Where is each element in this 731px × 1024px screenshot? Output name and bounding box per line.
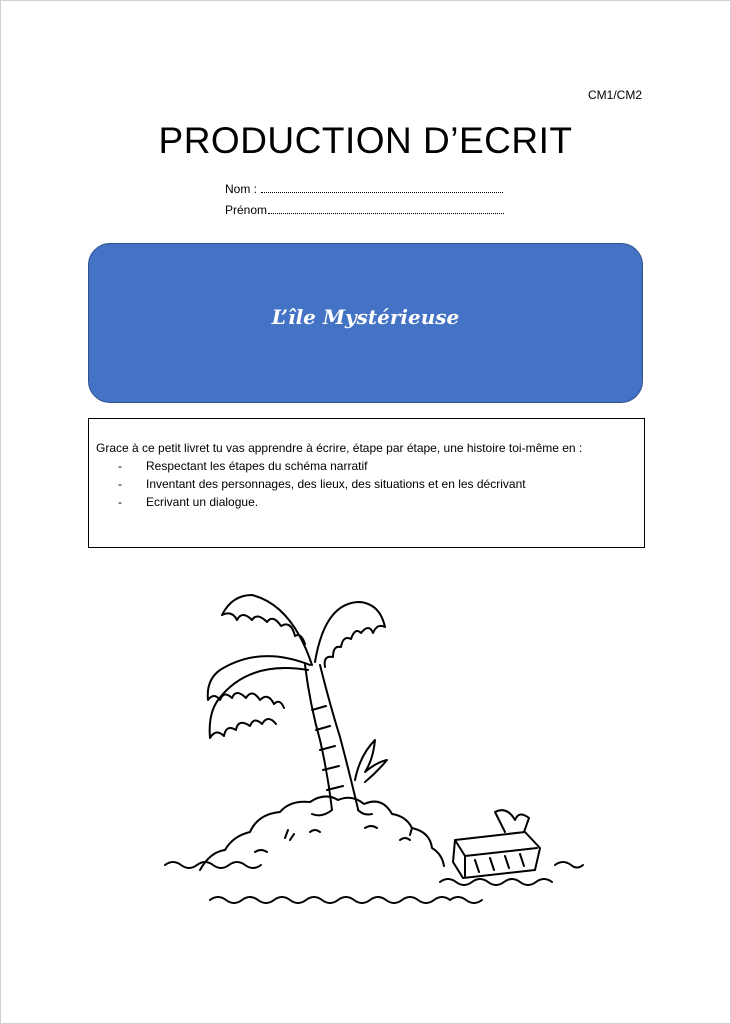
island-shape [200,796,444,870]
title-banner [88,243,643,403]
firstname-field [225,203,504,217]
palm-frond [208,656,310,708]
wave-line [210,897,450,903]
name-dotted-line[interactable] [261,183,503,193]
wave-line [440,879,552,885]
firstname-dotted-line[interactable] [268,204,504,214]
list-item: - Ecrivant un dialogue. [96,493,637,511]
banner-title: L’île Mystérieuse [271,305,460,329]
class-level-label: CM1/CM2 [587,88,642,102]
desert-island-icon [160,570,590,910]
wave-line [555,862,583,868]
floating-crate [453,832,540,878]
instructions-intro: Grace à ce petit livret tu vas apprendre à écrire, étape par étape, une histoire toi-même en : [96,441,583,455]
name-field [225,182,503,196]
firstname-label: Prénom [225,203,268,217]
instructions-list [96,457,637,511]
palm-frond [315,602,385,667]
instructions-box [88,418,645,548]
wave-line [165,862,261,868]
page-title: PRODUCTION D’ECRIT [158,120,573,161]
palm-frond [210,668,308,738]
list-item: - Inventant des personnages, des lieux, des situations et en les décrivant [96,475,637,493]
name-label: Nom : [225,182,258,196]
list-item: - Respectant les étapes du schéma narratif [96,457,637,475]
wave-line [450,897,482,903]
palm-frond [222,595,312,665]
